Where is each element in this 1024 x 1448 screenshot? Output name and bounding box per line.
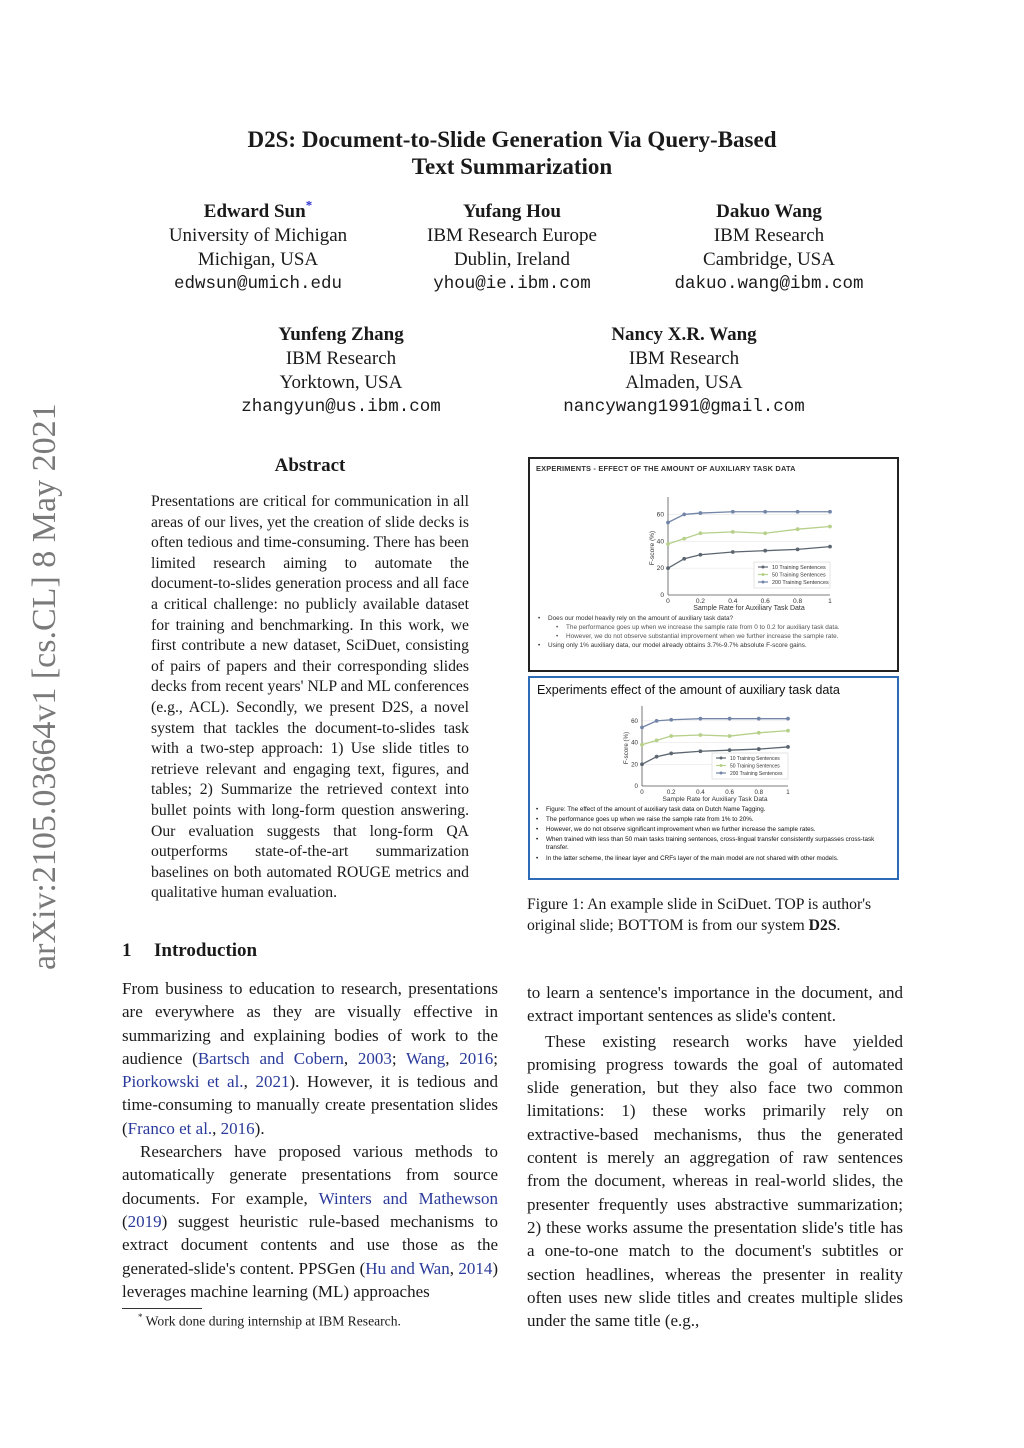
author-email: dakuo.wang@ibm.com	[674, 274, 864, 294]
x-tick-label: 0.2	[695, 598, 705, 605]
x-tick-label: 1	[828, 598, 832, 605]
legend-label: 200 Training Sentences	[730, 771, 783, 777]
line-chart-original	[530, 481, 897, 611]
y-tick-label: 60	[656, 511, 664, 519]
bullet-item: • Figure: The effect of the amount of auxiliary task data on Dutch Name Tagging.	[534, 805, 894, 815]
data-point	[728, 748, 732, 752]
figure-slide-original	[528, 457, 899, 672]
y-axis-label: F-score (%)	[623, 731, 630, 765]
data-point	[731, 550, 735, 554]
y-tick-label: 0	[660, 592, 664, 599]
data-point	[786, 745, 790, 749]
paragraph: These existing research works have yielded promising progress towards the goal of automated slide generation, but they also face two common limitations: 1) these works primarily rely on extractive-based mechanisms, thus the generated content is merely an aggregation of raw sentences from the document, whereas in real-world slides, the presenter frequently uses abstractive summarization; 2) these works assume the presentation slide's title has a one-to-one match to the document's subtitles or section headlines, whereas the presenter in reality often uses new slide titles and creates multiple slides under the same title (e.g.,	[527, 1031, 903, 1331]
section-heading	[122, 940, 257, 962]
bullet-subitem: • The performance goes up when we increase the sample rate from 0 to 0.2 for auxiliary task data.	[536, 623, 891, 632]
section-number: 1	[122, 940, 132, 961]
author-location: Yorktown, USA	[279, 372, 403, 393]
figure-caption: Figure 1: An example slide in SciDuet. TOP is author's original slide; BOTTOM is from our system D2S.	[527, 896, 872, 934]
citation-year-link[interactable]: 2016	[459, 1048, 494, 1068]
data-point	[682, 513, 686, 517]
footnote-divider	[122, 1308, 202, 1309]
paragraph: to learn a sentence's importance in the document, and extract important sentences as slide's content.	[527, 983, 903, 1026]
x-axis-label: Sample Rate for Auxiliary Task Data	[662, 796, 768, 803]
bullet-item: • When trained with less than 50 main tasks training sentences, cross-lingual transfer consistently surpasses cross-task transfer.	[534, 836, 894, 852]
title-line-1: D2S: Document-to-Slide Generation Via Query-Based	[247, 127, 777, 152]
data-point	[666, 521, 670, 525]
data-point	[731, 530, 735, 534]
author-affiliation: IBM Research Europe	[427, 225, 597, 246]
data-point	[666, 542, 670, 546]
data-point	[699, 531, 703, 535]
author-affiliation: IBM Research	[285, 348, 397, 369]
x-tick-label: 0.4	[728, 598, 738, 605]
data-point	[655, 755, 659, 759]
data-point	[757, 747, 761, 751]
abstract-text: Presentations are critical for communication in all areas of our lives, yet the creation of slide decks is often tedious and time-consuming. There has been limited research aiming to automate the document-to-slides generation process and all face a critical challenge: no publicly available dataset for training and benchmarking. In this work, we first contribute a new dataset, SciDuet, consisting of pairs of papers and their corresponding slides decks from recent years' NLP and ML conferences (e.g., ACL). Secondly, we present D2S, a novel system that tackles the document-to-slides task with a two-step approach: 1) Use slide titles to retrieve relevant and engaging text, figures, and tables; 2) Summarize the retrieved context into bullet points with long-form question answering. Our evaluation suggests that long-form QA outperforms state-of-the-art summarization baselines on both automated ROUGE metrics and qualitative human evaluation.	[151, 493, 469, 902]
data-point	[669, 752, 673, 756]
arxiv-stamp: arXiv:2105.03664v1 [cs.CL] 8 May 2021	[26, 403, 63, 970]
data-point	[699, 733, 703, 737]
title-line-2: Text Summarization	[411, 154, 613, 179]
author-name: Edward Sun	[203, 201, 306, 222]
data-point	[655, 739, 659, 743]
section-title: Introduction	[154, 940, 258, 961]
x-tick-label: 0.4	[696, 789, 705, 796]
citation-link[interactable]: Bartsch and Cobern	[197, 1048, 344, 1068]
data-point	[757, 717, 761, 721]
bullet-item: • Using only 1% auxiliary data, our model already obtains 3.7%-9.7% absolute F-score gains.	[536, 641, 891, 650]
data-point	[731, 510, 735, 514]
y-tick-label: 40	[656, 538, 664, 546]
author-block	[138, 197, 378, 296]
y-tick-label: 40	[631, 739, 638, 747]
data-point	[796, 510, 800, 514]
bullet-item: • However, we do not observe significant improvement when we further increase the sample rates.	[534, 825, 894, 835]
author-email: yhou@ie.ibm.com	[433, 274, 591, 294]
x-tick-label: 0.8	[754, 789, 764, 796]
author-location: Michigan, USA	[197, 249, 319, 270]
x-tick-label: 0.2	[666, 789, 676, 796]
y-tick-label: 0	[634, 783, 638, 790]
footnote-marker[interactable]: *	[305, 197, 313, 213]
x-tick-label: 0	[640, 789, 644, 796]
x-tick-label: 0.6	[760, 598, 770, 605]
data-point	[828, 545, 832, 549]
data-point	[682, 537, 686, 541]
data-point	[640, 762, 644, 766]
citation-link[interactable]: Franco et al.	[127, 1118, 213, 1138]
legend-marker	[720, 764, 723, 767]
paper-title	[112, 126, 912, 180]
intro-right-column	[527, 981, 903, 1332]
slide-bullet-list	[534, 805, 894, 864]
footnote-text: Work done during internship at IBM Research.	[145, 1313, 401, 1329]
data-point	[669, 718, 673, 722]
x-tick-label: 0.8	[793, 598, 803, 605]
line-chart-generated	[530, 700, 897, 806]
data-point	[763, 531, 767, 535]
author-name: Yunfeng Zhang	[278, 324, 404, 345]
legend-marker	[720, 772, 723, 775]
citation-link[interactable]: Hu and Wan	[365, 1258, 450, 1278]
data-point	[655, 719, 659, 723]
data-point	[699, 717, 703, 721]
data-point	[699, 553, 703, 557]
x-tick-label: 0.6	[725, 789, 734, 796]
y-axis-label: F-score (%)	[649, 530, 656, 566]
author-block	[538, 323, 830, 419]
bullet-subitem: • However, we do not observe substantial improvement when we further increase the sample rate.	[536, 632, 891, 641]
author-block	[211, 323, 471, 419]
data-point	[786, 717, 790, 721]
legend-label: 50 Training Sentences	[730, 763, 780, 770]
data-point	[669, 734, 673, 738]
data-point	[828, 510, 832, 514]
intro-left-column	[122, 977, 498, 1303]
x-axis-label: Sample Rate for Auxiliary Task Data	[693, 605, 805, 611]
legend-marker	[762, 566, 765, 569]
legend-label: 10 Training Sentences	[730, 756, 780, 762]
author-email: zhangyun@us.ibm.com	[241, 397, 441, 417]
author-affiliation: IBM Research	[628, 348, 740, 369]
data-point	[728, 734, 732, 738]
data-point	[786, 729, 790, 733]
y-tick-label: 20	[656, 565, 664, 573]
legend-marker	[762, 573, 765, 576]
footnote-mark: *	[138, 1312, 143, 1322]
legend-marker	[720, 757, 723, 760]
data-point	[763, 549, 767, 553]
data-point	[640, 725, 644, 729]
author-affiliation: IBM Research	[713, 225, 825, 246]
legend-label: 50 Training Sentences	[772, 572, 826, 579]
abstract-heading: Abstract	[274, 455, 346, 476]
footnote	[138, 1312, 401, 1330]
paragraph: From business to education to research, presentations are everywhere as they are visually effective in summarizing and explaining bodies of work to the audience (Bartsch and Cobern, 2003; Wang, 2016; Piorkowski et al., 2021). However, it is tedious and time-consuming to manually create presentation slides (Franco et al., 2016).	[122, 979, 498, 1138]
author-block	[644, 200, 894, 296]
citation-year-link[interactable]: 2021	[255, 1072, 290, 1092]
citation-year-link[interactable]: 2003	[357, 1048, 392, 1068]
author-location: Dublin, Ireland	[453, 249, 571, 270]
slide-heading: Experiments effect of the amount of auxiliary task data	[537, 683, 840, 697]
data-point	[699, 511, 703, 515]
data-point	[682, 557, 686, 561]
data-point	[699, 749, 703, 753]
system-name: D2S	[808, 916, 837, 934]
data-point	[666, 566, 670, 570]
legend-marker	[762, 581, 765, 584]
y-tick-label: 60	[631, 717, 638, 725]
citation-link[interactable]: Piorkowski et al.	[122, 1072, 244, 1092]
author-location: Almaden, USA	[625, 372, 743, 393]
author-name: Dakuo Wang	[716, 201, 822, 222]
series-line	[668, 512, 830, 523]
data-point	[640, 743, 644, 747]
author-location: Cambridge, USA	[703, 249, 835, 270]
legend-label: 200 Training Sentences	[772, 580, 829, 586]
data-point	[796, 527, 800, 531]
data-point	[757, 731, 761, 735]
x-tick-label: 0	[666, 598, 670, 605]
author-name: Yufang Hou	[462, 201, 562, 222]
series-line	[642, 719, 788, 728]
citation-year-link[interactable]: 2019	[127, 1211, 162, 1231]
citation-link[interactable]: Wang	[406, 1048, 446, 1068]
author-name: Nancy X.R. Wang	[611, 324, 757, 345]
data-point	[763, 510, 767, 514]
figure-slide-generated	[528, 676, 899, 880]
author-email: edwsun@umich.edu	[173, 274, 343, 294]
citation-year-link[interactable]: 2014	[458, 1258, 493, 1278]
author-email: nancywang1991@gmail.com	[563, 397, 805, 417]
slide-bullet-list	[536, 614, 891, 650]
paragraph: Researchers have proposed various methods to automatically generate presentations from source documents. For example, Winters and Mathewson (2019) suggest heuristic rule-based mechanisms to extract document contents and use those as the generated-slide's content. PPSGen (Hu and Wan, 2014) leverages machine learning (ML) approaches	[122, 1142, 498, 1301]
data-point	[796, 547, 800, 551]
citation-link[interactable]: Winters and Mathewson	[318, 1188, 498, 1208]
x-tick-label: 1	[786, 789, 790, 796]
slide-heading: EXPERIMENTS - EFFECT OF THE AMOUNT OF AUXILIARY TASK DATA	[536, 464, 796, 473]
author-affiliation: University of Michigan	[168, 225, 348, 246]
y-tick-label: 20	[631, 761, 638, 769]
bullet-item: • The performance goes up when we raise the sample rate from 1% to 20%.	[534, 815, 894, 825]
legend-label: 10 Training Sentences	[772, 565, 826, 571]
author-block	[392, 200, 632, 296]
citation-year-link[interactable]: 2016	[220, 1118, 255, 1138]
bullet-item: • Does our model heavily rely on the amount of auxiliary task data?	[536, 614, 891, 623]
data-point	[728, 717, 732, 721]
bullet-item: • In the latter scheme, the linear layer and CRFs layer of the main model are not shared with other models.	[534, 854, 894, 864]
data-point	[828, 525, 832, 529]
